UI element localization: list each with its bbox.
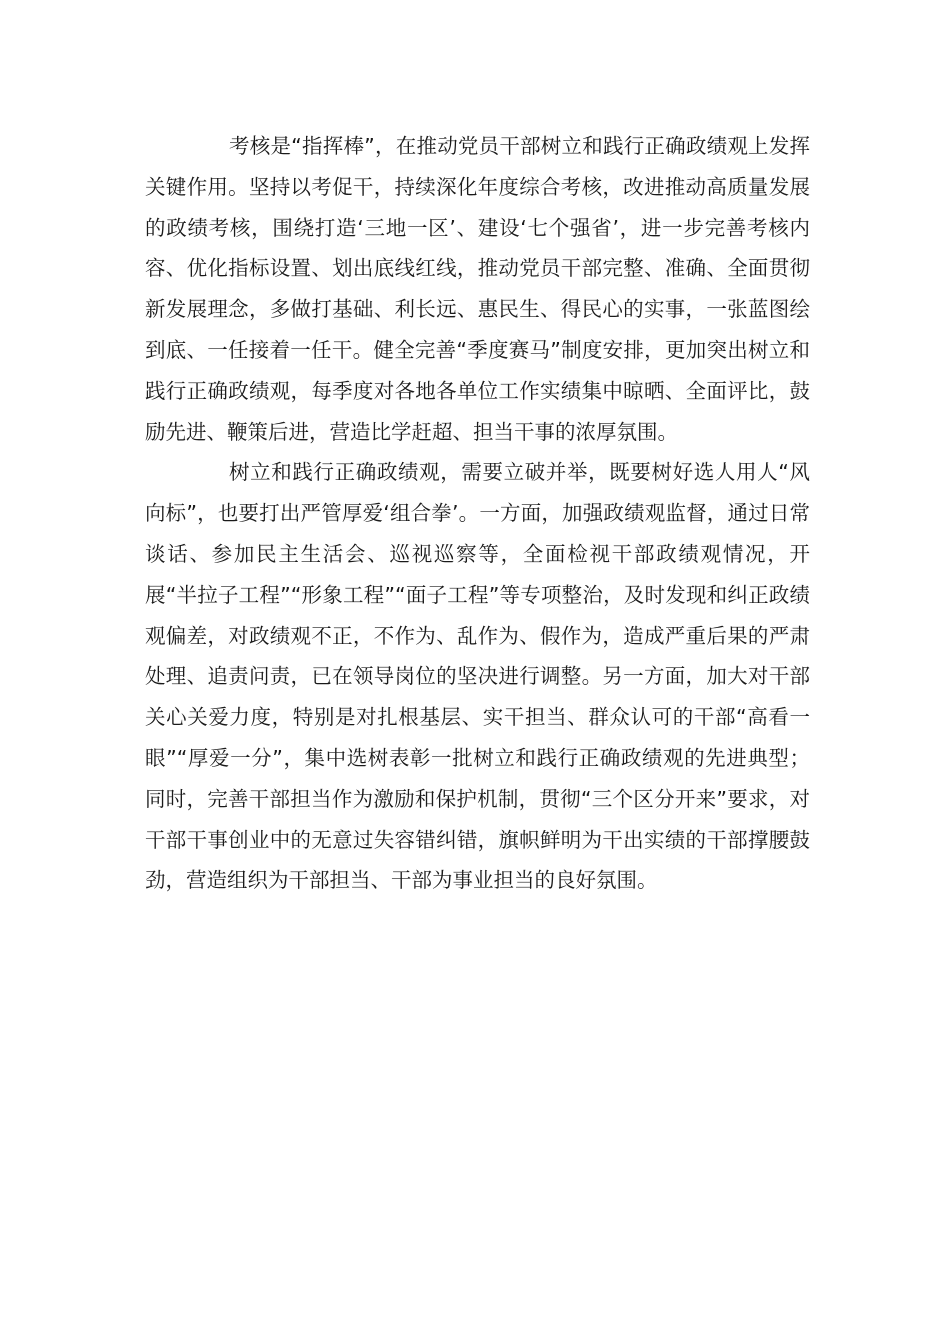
document-body [145, 126, 810, 901]
paragraph-1: 考核是“指挥棒”，在推动党员干部树立和践行正确政绩观上发挥关键作用。坚持以考促干，持续深化年度综合考核，改进推动高质量发展的政绩考核，围绕打造‘三地一区’、建设‘七个强省’，进一步完善考核内容、优化指标设置、划出底线红线，推动党员干部完整、准确、全面贯彻新发展理念，多做打基础、利长远、惠民生、得民心的实事，一张蓝图绘到底、一任接着一任干。健全完善“季度赛马”制度安排，更加突出树立和践行正确政绩观，每季度对各地各单位工作实绩集中晾晒、全面评比，鼓励先进、鞭策后进，营造比学赶超、担当干事的浓厚氛围。 [145, 134, 810, 444]
paragraph-2: 树立和践行正确政绩观，需要立破并举，既要树好选人用人“风向标”，也要打出严管厚爱‘组合拳’。一方面，加强政绩观监督，通过日常谈话、参加民主生活会、巡视巡察等，全面检视干部政绩观情况，开展“半拉子工程”“形象工程”“面子工程”等专项整治，及时发现和纠正政绩观偏差，对政绩观不正，不作为、乱作为、假作为，造成严重后果的严肃处理、追责问责，已在领导岗位的坚决进行调整。另一方面，加大对干部关心关爱力度，特别是对扎根基层、实干担当、群众认可的干部“高看一眼”“厚爱一分”，集中选树表彰一批树立和践行正确政绩观的先进典型；同时，完善干部担当作为激励和保护机制，贯彻“三个区分开来”要求，对干部干事创业中的无意过失容错纠错，旗帜鲜明为干出实绩的干部撑腰鼓劲，营造组织为干部担当、干部为事业担当的良好氛围。 [145, 460, 810, 893]
